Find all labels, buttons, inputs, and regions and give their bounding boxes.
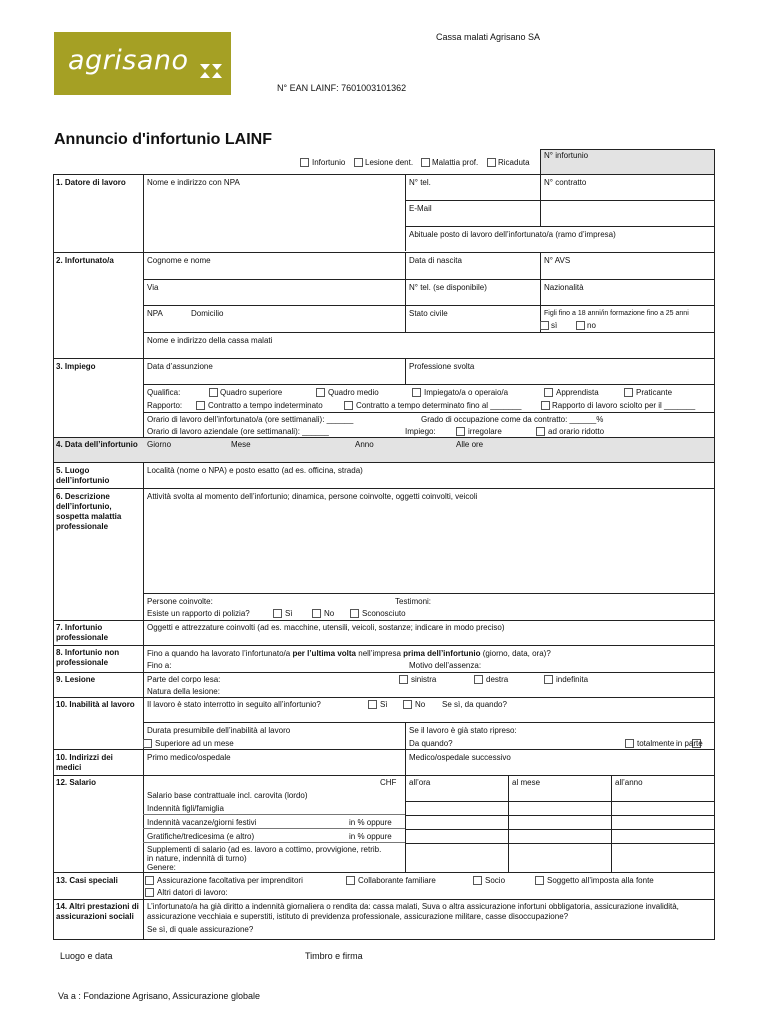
interrupted-no-checkbox[interactable] [403, 700, 412, 709]
section-2-label: 2. Infortunato/a [56, 256, 114, 265]
which-insurance-field[interactable]: Se sì, di quale assicurazione? [147, 925, 254, 934]
logo-text: agrisano [68, 45, 189, 76]
injury-nature-field[interactable]: Natura della lesione: [147, 687, 220, 696]
police-unknown-label: Sconosciuto [362, 609, 406, 618]
base-salary-label: Salario base contrattuale incl. carovita (lordo) [147, 791, 308, 800]
street-field[interactable]: Via [147, 283, 159, 292]
infortunio-checkbox[interactable] [300, 158, 309, 167]
praticante-label: Praticante [636, 388, 673, 397]
supplements-label: Supplementi di salario (ad es. lavoro a cottimo, provvigione, retrib. in nature, indennità di turno) [147, 845, 382, 863]
apprendista-checkbox[interactable] [544, 388, 553, 397]
nationality-field[interactable]: Nazionalità [544, 283, 584, 292]
over-month-checkbox[interactable] [143, 739, 152, 748]
n-infortunio-label: N° infortunio [544, 151, 589, 160]
section-4-label: 4. Data dell’infortunio [56, 440, 138, 449]
police-si-label: Sì [285, 609, 293, 618]
surname-field[interactable]: Cognome e nome [147, 256, 211, 265]
children-label: Figli fino a 18 anni/in formazione fino a 25 anni [544, 310, 689, 317]
location-field[interactable]: Località (nome o NPA) e posto esatto (ad es. officina, strada) [147, 466, 363, 475]
npa-field[interactable]: NPA [147, 309, 163, 318]
objects-field[interactable]: Oggetti e attrezzature coinvolti (ad es. macchine, utensili, veicoli, sostanze; indicare in modo preciso) [147, 623, 505, 632]
last-work-bold-1: per l’ultima volta [292, 649, 357, 658]
ridotto-checkbox[interactable] [536, 427, 545, 436]
place-date-label: Luogo e data [60, 951, 113, 961]
employer-tel-field[interactable]: N° tel. [409, 178, 431, 187]
stamp-signature-label: Timbro e firma [305, 951, 363, 961]
other-employers-checkbox[interactable] [145, 888, 154, 897]
weekly-hours-field[interactable]: Orario di lavoro dell’infortunato/a (ore settimanali): ______ [147, 415, 354, 424]
lesione-label: Lesione dent. [365, 158, 414, 167]
duration-label: Durata presumibile dell’inabilità al lavoro [147, 726, 291, 735]
determinato-checkbox[interactable] [344, 401, 353, 410]
section-13-label: 13. Casi speciali [56, 876, 118, 885]
over-month-label: Superiore ad un mese [155, 739, 234, 748]
section-10a-label: 10. Inabilità al lavoro [56, 700, 135, 709]
year-field[interactable]: Anno [355, 440, 374, 449]
interrupted-no-label: No [415, 700, 426, 709]
ricaduta-label: Ricaduta [498, 158, 530, 167]
quadro-sup-checkbox[interactable] [209, 388, 218, 397]
absence-reason-field[interactable]: Motivo dell’assenza: [409, 661, 482, 670]
indeterminato-label: Contratto a tempo indeterminato [208, 401, 323, 410]
employer-name-field[interactable]: Nome e indirizzo con NPA [147, 178, 240, 187]
persons-field[interactable]: Persone coinvolte: [147, 597, 213, 606]
witnesses-field[interactable]: Testimoni: [395, 597, 432, 606]
optional-insurance-checkbox[interactable] [145, 876, 154, 885]
children-no-label: no [587, 321, 596, 330]
ridotto-label: ad orario ridotto [548, 427, 605, 436]
section-3-label: 3. Impiego [56, 362, 96, 371]
logo-arrows-icon [200, 60, 226, 82]
genre-field[interactable]: Genere: [147, 863, 176, 872]
sinistra-label: sinistra [411, 675, 437, 684]
domicile-field[interactable]: Domicilio [191, 309, 224, 318]
quadro-med-checkbox[interactable] [316, 388, 325, 397]
activity-field[interactable]: Attività svolta al momento dell’infortunio; dinamica, persone coinvolte, oggetti coinvolti, veicoli [147, 492, 478, 501]
ean-number: N° EAN LAINF: 7601003101362 [277, 83, 407, 93]
logo-mark-icon [250, 60, 272, 80]
quadro-sup-label: Quadro superiore [220, 388, 283, 397]
children-si-label: sì [551, 321, 558, 330]
children-si-checkbox[interactable] [540, 321, 549, 330]
section-12-label: 12. Salario [56, 778, 97, 787]
irregolare-checkbox[interactable] [456, 427, 465, 436]
infortunio-label: Infortunio [312, 158, 346, 167]
holiday-pct-label: in % oppure [349, 818, 392, 827]
apprendista-label: Apprendista [556, 388, 599, 397]
birthdate-field[interactable]: Data di nascita [409, 256, 462, 265]
company-name: Cassa malati Agrisano SA [436, 32, 541, 42]
company-hours-field[interactable]: Orario di lavoro aziendale (ore settimanali): ______ [147, 427, 329, 436]
totally-checkbox[interactable] [625, 739, 634, 748]
day-field[interactable]: Giorno [147, 440, 172, 449]
interrupted-si-label: Sì [380, 700, 388, 709]
sciolto-checkbox[interactable] [541, 401, 550, 410]
occupation-grade-field[interactable]: Grado di occupazione come da contratto: ______% [421, 415, 604, 424]
other-employers-label: Altri datori di lavoro: [157, 888, 228, 897]
qualifica-label: Qualifica: [147, 388, 181, 397]
per-hour-label: all’ora [409, 778, 431, 787]
hire-date-field[interactable]: Data d’assunzione [147, 362, 213, 371]
family-worker-checkbox[interactable] [346, 876, 355, 885]
praticante-checkbox[interactable] [624, 388, 633, 397]
page-title: Annuncio d'infortunio LAINF [54, 131, 272, 148]
bonus-pct-label: in % oppure [349, 832, 392, 841]
quadro-med-label: Quadro medio [328, 388, 379, 397]
police-report-label: Esiste un rapporto di polizia? [147, 609, 250, 618]
workplace-field[interactable]: Abituale posto di lavoro dell’infortunato/a (ramo d’impresa) [409, 230, 616, 239]
withholding-tax-checkbox[interactable] [535, 876, 544, 885]
section-10b-label: 10. Indirizzi dei medici [56, 753, 113, 772]
last-work-text-3: (giorno, data, ora)? [480, 649, 551, 658]
sciolto-label: Rapporto di lavoro sciolto per il _______ [552, 401, 696, 410]
hour-field[interactable]: Alle ore [456, 440, 484, 449]
impiegato-checkbox[interactable] [412, 388, 421, 397]
partner-checkbox[interactable] [473, 876, 482, 885]
next-doctor-field[interactable]: Medico/ospedale successivo [409, 753, 511, 762]
send-to-label: Va a : Fondazione Agrisano, Assicurazione globale [58, 991, 260, 1001]
withholding-tax-label: Soggetto all’imposta alla fonte [547, 876, 654, 885]
last-work-label [147, 649, 551, 659]
partially-label: in parte [676, 739, 703, 748]
last-work-text-1: Fino a quando ha lavorato l’infortunato/a [147, 649, 293, 658]
determinato-label: Contratto a tempo determinato fino al _______ [356, 401, 522, 410]
totally-label: totalmente [637, 739, 675, 748]
police-no-label: No [324, 609, 335, 618]
section-8-label: 8. Infortunio non professionale [56, 648, 120, 667]
first-doctor-field[interactable]: Primo medico/ospedale [147, 753, 231, 762]
destra-checkbox[interactable] [474, 675, 483, 684]
interrupted-si-checkbox[interactable] [368, 700, 377, 709]
avs-field[interactable]: N° AVS [544, 256, 571, 265]
last-work-text-2: nell’impresa [356, 649, 404, 658]
section-9-label: 9. Lesione [56, 675, 96, 684]
resumed-date-field[interactable]: Da quando? [409, 739, 453, 748]
until-field[interactable]: Fino a: [147, 661, 172, 670]
partner-label: Socio [485, 876, 506, 885]
contract-number-field[interactable]: N° contratto [544, 178, 587, 187]
health-insurance-field[interactable]: Nome e indirizzo della cassa malati [147, 336, 273, 345]
police-no-checkbox[interactable] [312, 609, 321, 618]
per-year-label: all’anno [615, 778, 643, 787]
malattia-label: Malattia prof. [432, 158, 479, 167]
last-work-bold-2: prima dell’infortunio [403, 649, 481, 658]
bonus-label: Gratifiche/tredicesima (e altro) [147, 832, 255, 841]
children-no-checkbox[interactable] [576, 321, 585, 330]
civil-status-field[interactable]: Stato civile [409, 309, 448, 318]
since-when-field[interactable]: Se sì, da quando? [442, 700, 507, 709]
family-allowance-label: Indennità figli/famiglia [147, 804, 224, 813]
section-7-label: 7. Infortunio professionale [56, 623, 109, 642]
tel-field[interactable]: N° tel. (se disponibile) [409, 283, 487, 292]
section-14-label: 14. Altri prestazioni di assicurazioni sociali [56, 902, 139, 921]
body-part-field[interactable]: Parte del corpo lesa: [147, 675, 221, 684]
chf-label: CHF [380, 778, 397, 787]
interrupted-label: Il lavoro è stato interrotto in seguito all’infortunio? [147, 700, 321, 709]
family-worker-label: Collaborante familiare [358, 876, 436, 885]
police-si-checkbox[interactable] [273, 609, 282, 618]
resumed-label: Se il lavoro è già stato ripreso: [409, 726, 517, 735]
malattia-checkbox[interactable] [421, 158, 430, 167]
profession-field[interactable]: Professione svolta [409, 362, 475, 371]
indeterminato-checkbox[interactable] [196, 401, 205, 410]
email-field[interactable]: E-Mail [409, 204, 432, 213]
section-5-label: 5. Luogo dell’infortunio [56, 466, 110, 485]
other-benefits-text: L’infortunato/a ha già diritto a indennità giornaliera o rendita da: cassa malati, Suva o altra assicurazione infortuni obbligatoria, assicurazione invalidità, assicurazione vecchiaia e superstiti, istituto di previdenza professionale, assicurazione militare, casse disoccupazione? [147, 902, 679, 921]
police-unknown-checkbox[interactable] [350, 609, 359, 618]
agrisano-logo [54, 32, 231, 95]
impiego-label: Impiego: [405, 427, 436, 436]
per-month-label: al mese [512, 778, 541, 787]
rapporto-label: Rapporto: [147, 401, 183, 410]
impiegato-label: Impiegato/a o operaio/a [424, 388, 509, 397]
destra-label: destra [486, 675, 509, 684]
lesione-checkbox[interactable] [354, 158, 363, 167]
ricaduta-checkbox[interactable] [487, 158, 496, 167]
optional-insurance-label: Assicurazione facoltativa per imprenditori [157, 876, 303, 885]
month-field[interactable]: Mese [231, 440, 251, 449]
sinistra-checkbox[interactable] [399, 675, 408, 684]
section-1-label: 1. Datore di lavoro [56, 178, 126, 187]
indefinita-label: indefinita [556, 675, 589, 684]
indefinita-checkbox[interactable] [544, 675, 553, 684]
section-6-label: 6. Descrizione dell’infortunio, sospetta malattia professionale [56, 492, 122, 531]
holiday-allowance-label: Indennità vacanze/giorni festivi [147, 818, 257, 827]
irregolare-label: irregolare [468, 427, 502, 436]
